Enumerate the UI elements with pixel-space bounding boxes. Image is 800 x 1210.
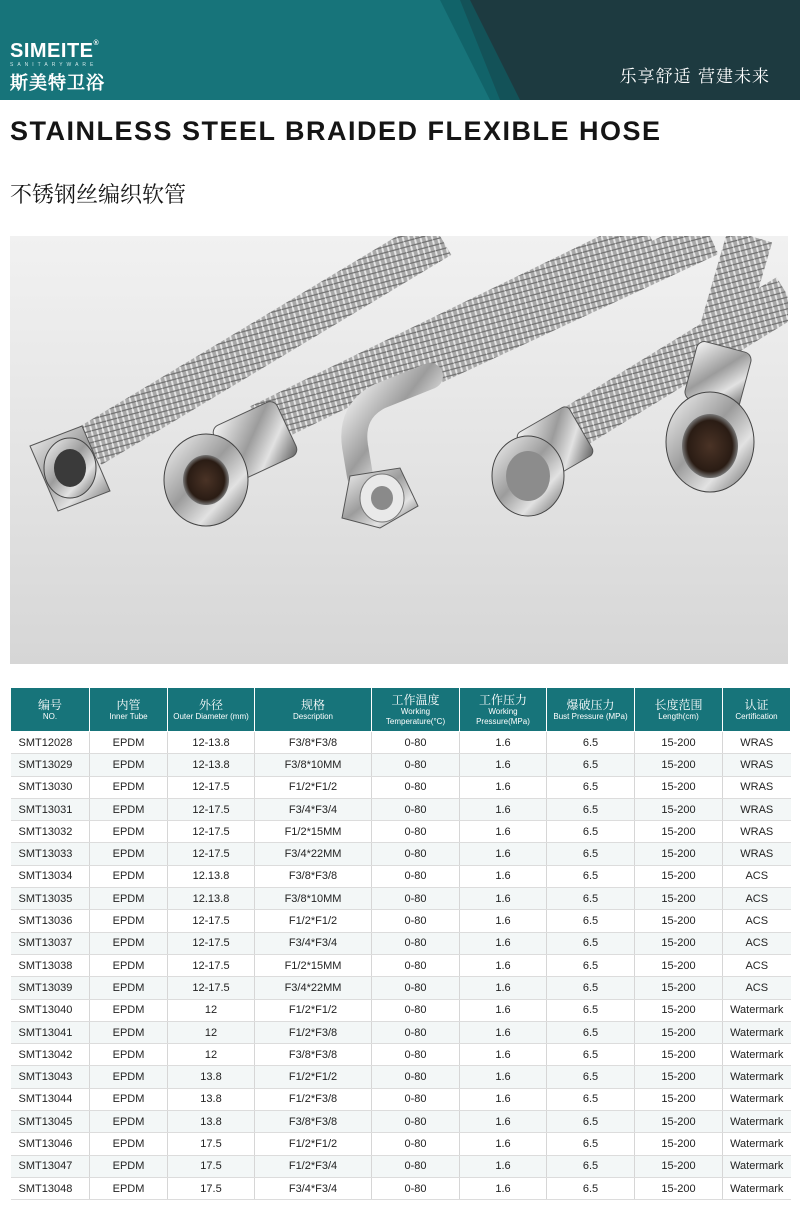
column-header-en: Description: [292, 711, 333, 721]
column-header-cn: 工作温度: [391, 692, 440, 707]
column-header-en: Length(cm): [658, 711, 699, 721]
table-cell: 0-80: [372, 821, 460, 843]
table-cell: 1.6: [460, 776, 547, 798]
table-row: [11, 932, 791, 954]
table-cell: 0-80: [372, 1177, 460, 1199]
table-row: [11, 888, 791, 910]
table-cell: 12-17.5: [168, 932, 255, 954]
table-cell: 1.6: [460, 843, 547, 865]
column-header-en: Inner Tube: [109, 711, 148, 721]
brand-subtitle: SANITARYWARE: [10, 62, 98, 68]
table-cell: 13.8: [168, 1111, 255, 1133]
table-cell: 12-17.5: [168, 910, 255, 932]
table-cell: 6.5: [547, 888, 635, 910]
table-cell: F3/4*22MM: [255, 977, 372, 999]
table-row: [11, 754, 791, 776]
table-cell: 12-17.5: [168, 954, 255, 976]
brand-logo: [10, 40, 160, 96]
table-body: [11, 732, 791, 1200]
table-cell: 6.5: [547, 843, 635, 865]
table-cell: 12-13.8: [168, 754, 255, 776]
table-cell: 6.5: [547, 954, 635, 976]
hose-illustration: [10, 236, 788, 664]
table-cell: 15-200: [635, 954, 723, 976]
table-cell: EPDM: [90, 798, 168, 820]
table-cell: 17.5: [168, 1155, 255, 1177]
table-cell: 0-80: [372, 843, 460, 865]
table-cell: 0-80: [372, 1066, 460, 1088]
table-cell: 15-200: [635, 732, 723, 754]
table-cell: 6.5: [547, 798, 635, 820]
table-cell: 12-17.5: [168, 821, 255, 843]
table-cell: 1.6: [460, 1021, 547, 1043]
table-cell: 0-80: [372, 1021, 460, 1043]
table-cell: 0-80: [372, 1044, 460, 1066]
column-header: [635, 688, 723, 732]
table-cell: F3/8*F3/8: [255, 1111, 372, 1133]
table-cell: 17.5: [168, 1133, 255, 1155]
table-cell: F1/2*15MM: [255, 954, 372, 976]
table-cell: 6.5: [547, 1111, 635, 1133]
table-cell: 0-80: [372, 865, 460, 887]
table-cell: 15-200: [635, 1066, 723, 1088]
table-cell: 0-80: [372, 910, 460, 932]
column-header: [90, 688, 168, 732]
table-cell: 0-80: [372, 932, 460, 954]
table-cell: 1.6: [460, 910, 547, 932]
table-header-row: [11, 688, 791, 732]
table-cell: 15-200: [635, 1044, 723, 1066]
column-header-cn: 工作压力: [478, 692, 527, 707]
table-cell: 6.5: [547, 1021, 635, 1043]
table-cell: 17.5: [168, 1177, 255, 1199]
brand-name-cn: 斯美特卫浴: [10, 73, 105, 94]
table-cell: 0-80: [372, 1155, 460, 1177]
table-cell: 0-80: [372, 776, 460, 798]
column-header: [372, 688, 460, 732]
table-cell: 6.5: [547, 1066, 635, 1088]
table-cell: 1.6: [460, 821, 547, 843]
table-cell: 1.6: [460, 888, 547, 910]
table-cell: EPDM: [90, 1044, 168, 1066]
table-cell: SMT13035: [11, 888, 90, 910]
table-cell: 1.6: [460, 798, 547, 820]
table-row: [11, 1088, 791, 1110]
table-cell: Watermark: [723, 999, 791, 1021]
table-row: [11, 1021, 791, 1043]
table-cell: EPDM: [90, 1021, 168, 1043]
table-row: [11, 798, 791, 820]
table-cell: 1.6: [460, 932, 547, 954]
table-cell: EPDM: [90, 754, 168, 776]
table-row: [11, 999, 791, 1021]
table-cell: EPDM: [90, 910, 168, 932]
table-cell: 0-80: [372, 954, 460, 976]
table-cell: 1.6: [460, 1066, 547, 1088]
table-cell: 0-80: [372, 1088, 460, 1110]
table-cell: EPDM: [90, 1155, 168, 1177]
table-cell: EPDM: [90, 1088, 168, 1110]
table-cell: 12-17.5: [168, 776, 255, 798]
brand-name-text: SIMEITE: [10, 40, 94, 62]
table-cell: 1.6: [460, 1177, 547, 1199]
table-cell: 0-80: [372, 977, 460, 999]
table-cell: F3/4*F3/4: [255, 932, 372, 954]
table-cell: EPDM: [90, 1066, 168, 1088]
table-cell: 0-80: [372, 999, 460, 1021]
table-cell: 6.5: [547, 1155, 635, 1177]
table-cell: F1/2*F3/8: [255, 1088, 372, 1110]
table-cell: 1.6: [460, 1111, 547, 1133]
table-cell: EPDM: [90, 821, 168, 843]
table-cell: EPDM: [90, 1111, 168, 1133]
spec-table: [10, 687, 791, 1200]
table-cell: 6.5: [547, 1133, 635, 1155]
table-cell: 15-200: [635, 1021, 723, 1043]
table-cell: EPDM: [90, 932, 168, 954]
table-cell: SMT13046: [11, 1133, 90, 1155]
table-row: [11, 732, 791, 754]
table-cell: 1.6: [460, 1155, 547, 1177]
table-cell: 6.5: [547, 732, 635, 754]
table-cell: SMT12028: [11, 732, 90, 754]
table-cell: 1.6: [460, 865, 547, 887]
table-row: [11, 954, 791, 976]
table-cell: 1.6: [460, 732, 547, 754]
table-cell: 0-80: [372, 1133, 460, 1155]
slogan: 乐享舒适 营建未来: [619, 67, 770, 87]
table-cell: 1.6: [460, 1133, 547, 1155]
table-cell: ACS: [723, 888, 791, 910]
table-cell: ACS: [723, 977, 791, 999]
table-cell: 6.5: [547, 754, 635, 776]
table-cell: Watermark: [723, 1111, 791, 1133]
table-cell: WRAS: [723, 821, 791, 843]
table-cell: 15-200: [635, 865, 723, 887]
table-cell: 0-80: [372, 1111, 460, 1133]
table-row: [11, 865, 791, 887]
table-row: [11, 1177, 791, 1199]
table-cell: ACS: [723, 932, 791, 954]
table-cell: 6.5: [547, 977, 635, 999]
table-cell: 15-200: [635, 843, 723, 865]
table-cell: F3/4*F3/4: [255, 1177, 372, 1199]
column-header-en: NO.: [42, 711, 58, 721]
table-cell: 6.5: [547, 1088, 635, 1110]
column-header-en: Working Pressure(MPa): [476, 706, 530, 726]
table-cell: ACS: [723, 910, 791, 932]
column-header-cn: 外径: [198, 697, 223, 712]
table-row: [11, 1044, 791, 1066]
table-cell: F1/2*F1/2: [255, 999, 372, 1021]
column-header: [723, 688, 791, 732]
header-band: [0, 0, 800, 100]
table-cell: WRAS: [723, 776, 791, 798]
table-cell: 15-200: [635, 821, 723, 843]
column-header-en: Bust Pressure (MPa): [553, 711, 628, 721]
table-cell: 1.6: [460, 1044, 547, 1066]
table-cell: 15-200: [635, 888, 723, 910]
table-cell: WRAS: [723, 732, 791, 754]
table-cell: 15-200: [635, 1133, 723, 1155]
table-cell: 0-80: [372, 798, 460, 820]
table-cell: 15-200: [635, 977, 723, 999]
table-cell: Watermark: [723, 1021, 791, 1043]
table-cell: F1/2*15MM: [255, 821, 372, 843]
column-header: [168, 688, 255, 732]
table-cell: 12.13.8: [168, 888, 255, 910]
table-cell: F1/2*F3/8: [255, 1021, 372, 1043]
table-cell: SMT13044: [11, 1088, 90, 1110]
table-cell: WRAS: [723, 798, 791, 820]
column-header-cn: 认证: [744, 697, 769, 712]
table-cell: 6.5: [547, 1177, 635, 1199]
page-title-cn: 不锈钢丝编织软管: [10, 183, 187, 208]
table-cell: 0-80: [372, 754, 460, 776]
table-cell: F3/8*F3/8: [255, 732, 372, 754]
table-cell: 1.6: [460, 977, 547, 999]
table-cell: 12-13.8: [168, 732, 255, 754]
table-cell: ACS: [723, 954, 791, 976]
trademark-mark: ®: [93, 40, 100, 47]
table-row: [11, 1111, 791, 1133]
column-header: [11, 688, 90, 732]
table-cell: EPDM: [90, 843, 168, 865]
table-cell: EPDM: [90, 1133, 168, 1155]
table-cell: 12-17.5: [168, 977, 255, 999]
table-cell: 13.8: [168, 1066, 255, 1088]
table-cell: SMT13033: [11, 843, 90, 865]
table-cell: SMT13029: [11, 754, 90, 776]
column-header: [255, 688, 372, 732]
table-cell: 6.5: [547, 999, 635, 1021]
table-row: [11, 1066, 791, 1088]
column-header-cn: 编号: [37, 697, 62, 712]
table-cell: SMT13032: [11, 821, 90, 843]
table-cell: EPDM: [90, 1177, 168, 1199]
table-cell: F1/2*F1/2: [255, 1066, 372, 1088]
table-cell: EPDM: [90, 865, 168, 887]
column-header-en: Working Temperature(°C): [385, 706, 446, 726]
table-cell: F3/8*F3/8: [255, 865, 372, 887]
table-cell: 15-200: [635, 1111, 723, 1133]
table-cell: Watermark: [723, 1133, 791, 1155]
column-header-cn: 内管: [116, 697, 141, 712]
table-cell: 15-200: [635, 1155, 723, 1177]
table-row: [11, 776, 791, 798]
table-cell: 1.6: [460, 954, 547, 976]
table-row: [11, 1133, 791, 1155]
table-cell: SMT13037: [11, 932, 90, 954]
table-cell: F3/8*10MM: [255, 888, 372, 910]
product-photo: [10, 236, 788, 664]
table-cell: SMT13039: [11, 977, 90, 999]
column-header-en: Certification: [735, 711, 778, 721]
table-cell: F1/2*F1/2: [255, 910, 372, 932]
column-header: [547, 688, 635, 732]
column-header-cn: 爆破压力: [566, 697, 615, 712]
table-cell: 12: [168, 999, 255, 1021]
table-cell: SMT13042: [11, 1044, 90, 1066]
table-cell: 0-80: [372, 888, 460, 910]
table-cell: WRAS: [723, 754, 791, 776]
table-cell: SMT13043: [11, 1066, 90, 1088]
table-cell: EPDM: [90, 999, 168, 1021]
table-cell: F1/2*F1/2: [255, 1133, 372, 1155]
table-cell: 6.5: [547, 776, 635, 798]
table-cell: 0-80: [372, 732, 460, 754]
table-cell: Watermark: [723, 1155, 791, 1177]
table-cell: SMT13038: [11, 954, 90, 976]
table-cell: 1.6: [460, 999, 547, 1021]
table-cell: Watermark: [723, 1044, 791, 1066]
table-cell: EPDM: [90, 888, 168, 910]
column-header-en: Outer Diameter (mm): [173, 711, 249, 721]
table-cell: 15-200: [635, 932, 723, 954]
table-row: [11, 843, 791, 865]
table-cell: 6.5: [547, 910, 635, 932]
table-cell: 6.5: [547, 865, 635, 887]
table-cell: SMT13030: [11, 776, 90, 798]
table-row: [11, 910, 791, 932]
table-cell: 12: [168, 1021, 255, 1043]
table-cell: 12.13.8: [168, 865, 255, 887]
table-cell: F3/4*22MM: [255, 843, 372, 865]
table-cell: 6.5: [547, 1044, 635, 1066]
table-cell: 15-200: [635, 910, 723, 932]
table-cell: 6.5: [547, 821, 635, 843]
column-header-cn: 长度范围: [654, 697, 703, 712]
table-cell: EPDM: [90, 977, 168, 999]
table-cell: 15-200: [635, 798, 723, 820]
table-cell: F3/4*F3/4: [255, 798, 372, 820]
column-header-cn: 规格: [300, 697, 325, 712]
table-cell: F1/2*F1/2: [255, 776, 372, 798]
table-cell: 15-200: [635, 1088, 723, 1110]
table-cell: 1.6: [460, 1088, 547, 1110]
table-cell: 15-200: [635, 1177, 723, 1199]
table-cell: 12-17.5: [168, 798, 255, 820]
table-cell: 15-200: [635, 999, 723, 1021]
table-cell: F3/8*10MM: [255, 754, 372, 776]
table-cell: Watermark: [723, 1066, 791, 1088]
table-cell: WRAS: [723, 843, 791, 865]
table-cell: 15-200: [635, 776, 723, 798]
table-cell: ACS: [723, 865, 791, 887]
table-cell: SMT13031: [11, 798, 90, 820]
table-cell: SMT13036: [11, 910, 90, 932]
table-cell: SMT13041: [11, 1021, 90, 1043]
table-cell: SMT13034: [11, 865, 90, 887]
column-header: [460, 688, 547, 732]
table-cell: 12-17.5: [168, 843, 255, 865]
table-cell: Watermark: [723, 1177, 791, 1199]
table-cell: F3/8*F3/8: [255, 1044, 372, 1066]
table-cell: 13.8: [168, 1088, 255, 1110]
table-cell: EPDM: [90, 732, 168, 754]
table-cell: 6.5: [547, 932, 635, 954]
table-cell: SMT13048: [11, 1177, 90, 1199]
table-row: [11, 977, 791, 999]
table-cell: SMT13045: [11, 1111, 90, 1133]
table-cell: 12: [168, 1044, 255, 1066]
table-cell: EPDM: [90, 954, 168, 976]
table-cell: 1.6: [460, 754, 547, 776]
table-cell: EPDM: [90, 776, 168, 798]
table-cell: F1/2*F3/4: [255, 1155, 372, 1177]
table-cell: SMT13047: [11, 1155, 90, 1177]
page-title: STAINLESS STEEL BRAIDED FLEXIBLE HOSE: [10, 116, 662, 146]
table-cell: 15-200: [635, 754, 723, 776]
table-cell: Watermark: [723, 1088, 791, 1110]
table-cell: SMT13040: [11, 999, 90, 1021]
brand-name: [10, 40, 160, 63]
table-row: [11, 821, 791, 843]
table-row: [11, 1155, 791, 1177]
